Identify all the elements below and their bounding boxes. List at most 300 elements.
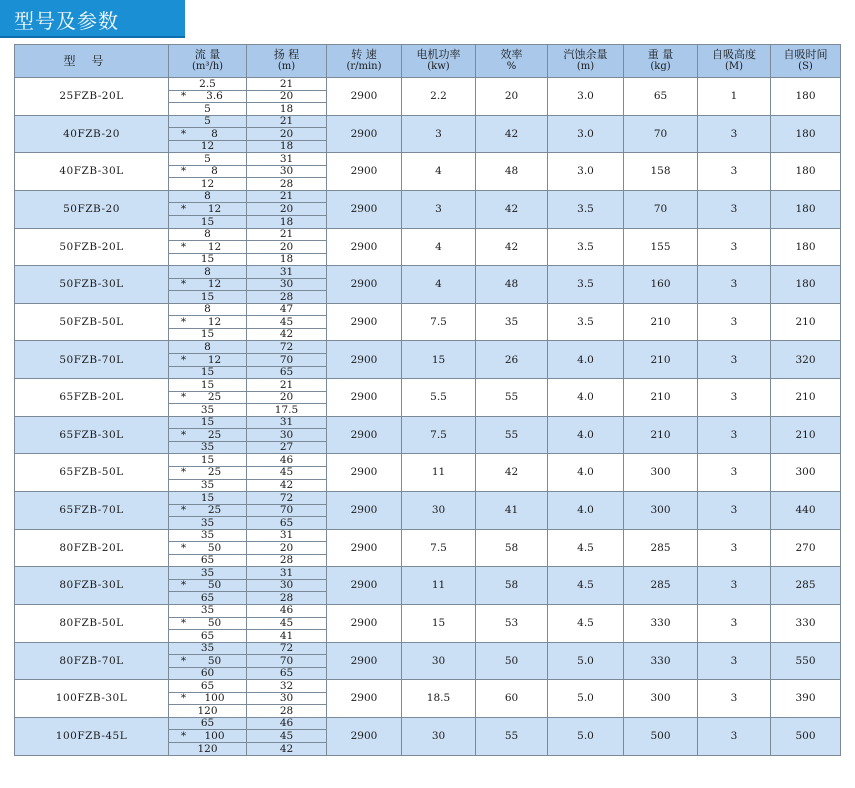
cell-power: 11 (402, 454, 476, 492)
cell-suction-height: 3 (698, 228, 771, 266)
cell-model: 100FZB-45L (15, 717, 169, 755)
cell-head: 20 (247, 241, 327, 254)
cell-flow: 35 (169, 604, 247, 617)
cell-flow: 15 (169, 416, 247, 429)
cell-flow: 35 (169, 529, 247, 542)
cell-efficiency: 41 (476, 492, 548, 530)
header-suction-height: 自吸高度 (M) (698, 45, 771, 78)
flow-value: 50 (207, 617, 222, 630)
cell-npsh: 4.5 (548, 529, 624, 567)
cell-head: 30 (247, 278, 327, 291)
cell-speed: 2900 (327, 680, 402, 718)
cell-flow (169, 429, 247, 442)
cell-efficiency: 50 (476, 642, 548, 680)
flow-value: 12 (207, 202, 222, 215)
cell-efficiency: 48 (476, 153, 548, 191)
cell-model: 80FZB-30L (15, 567, 169, 605)
cell-flow (169, 278, 247, 291)
rated-point-marker: * (180, 617, 187, 630)
cell-power: 3 (402, 190, 476, 228)
cell-power: 15 (402, 341, 476, 379)
cell-weight: 210 (624, 416, 698, 454)
cell-power: 7.5 (402, 529, 476, 567)
cell-head: 47 (247, 303, 327, 316)
cell-suction-time: 285 (771, 567, 841, 605)
cell-head: 46 (247, 717, 327, 730)
table-row (15, 303, 841, 316)
cell-weight: 70 (624, 115, 698, 153)
flow-value: 12 (207, 240, 222, 253)
cell-npsh: 3.0 (548, 78, 624, 116)
table-row (15, 567, 841, 580)
cell-npsh: 4.0 (548, 492, 624, 530)
cell-flow: 5 (169, 103, 247, 116)
cell-npsh: 4.5 (548, 567, 624, 605)
flow-value: 12 (207, 278, 222, 291)
cell-head: 72 (247, 341, 327, 354)
section-title: 型号及参数 (14, 9, 119, 33)
header-head: 扬 程 (m) (247, 45, 327, 78)
cell-flow: 35 (169, 517, 247, 530)
cell-speed: 2900 (327, 454, 402, 492)
rated-point-marker: * (180, 353, 187, 366)
header-model: 型号 (15, 45, 169, 78)
cell-suction-time: 180 (771, 78, 841, 116)
cell-weight: 330 (624, 604, 698, 642)
cell-flow: 15 (169, 291, 247, 304)
cell-efficiency: 53 (476, 604, 548, 642)
cell-speed: 2900 (327, 153, 402, 191)
cell-npsh: 4.0 (548, 379, 624, 417)
cell-efficiency: 42 (476, 190, 548, 228)
cell-head: 70 (247, 655, 327, 668)
cell-suction-height: 3 (698, 266, 771, 304)
rated-point-marker: * (180, 654, 187, 667)
cell-power: 4 (402, 153, 476, 191)
table-row (15, 115, 841, 128)
cell-suction-time: 550 (771, 642, 841, 680)
table-row (15, 680, 841, 693)
cell-model: 100FZB-30L (15, 680, 169, 718)
cell-suction-height: 1 (698, 78, 771, 116)
cell-suction-time: 210 (771, 303, 841, 341)
cell-head: 45 (247, 466, 327, 479)
cell-model: 65FZB-70L (15, 492, 169, 530)
cell-flow (169, 692, 247, 705)
cell-npsh: 5.0 (548, 680, 624, 718)
cell-power: 15 (402, 604, 476, 642)
cell-head: 42 (247, 742, 327, 755)
cell-head: 31 (247, 567, 327, 580)
cell-speed: 2900 (327, 717, 402, 755)
table-row (15, 604, 841, 617)
cell-head: 20 (247, 90, 327, 103)
rated-point-marker: * (180, 165, 187, 178)
cell-power: 30 (402, 642, 476, 680)
cell-weight: 500 (624, 717, 698, 755)
cell-flow (169, 203, 247, 216)
cell-weight: 285 (624, 567, 698, 605)
cell-head: 28 (247, 705, 327, 718)
cell-head: 65 (247, 517, 327, 530)
rated-point-marker: * (180, 391, 187, 404)
cell-flow (169, 391, 247, 404)
cell-weight: 300 (624, 680, 698, 718)
cell-npsh: 4.0 (548, 341, 624, 379)
cell-head: 65 (247, 667, 327, 680)
cell-head: 70 (247, 354, 327, 367)
cell-suction-height: 3 (698, 454, 771, 492)
cell-weight: 300 (624, 454, 698, 492)
header-suction-time: 自吸时间 (S) (771, 45, 841, 78)
cell-flow: 8 (169, 266, 247, 279)
rated-point-marker: * (180, 579, 187, 592)
cell-npsh: 4.0 (548, 454, 624, 492)
cell-head: 31 (247, 529, 327, 542)
table-row (15, 341, 841, 354)
cell-flow (169, 579, 247, 592)
cell-suction-height: 3 (698, 717, 771, 755)
cell-head: 72 (247, 642, 327, 655)
cell-npsh: 4.5 (548, 604, 624, 642)
cell-head: 31 (247, 416, 327, 429)
table-row (15, 78, 841, 91)
flow-value: 12 (207, 315, 222, 328)
cell-suction-time: 390 (771, 680, 841, 718)
cell-suction-height: 3 (698, 341, 771, 379)
cell-flow: 65 (169, 630, 247, 643)
cell-head: 21 (247, 228, 327, 241)
cell-speed: 2900 (327, 228, 402, 266)
header-npsh: 汽蚀余量 (m) (548, 45, 624, 78)
rated-point-marker: * (180, 504, 187, 517)
rated-point-marker: * (180, 278, 187, 291)
cell-flow: 15 (169, 328, 247, 341)
cell-suction-time: 330 (771, 604, 841, 642)
cell-npsh: 3.5 (548, 228, 624, 266)
cell-head: 45 (247, 316, 327, 329)
cell-head: 65 (247, 366, 327, 379)
cell-head: 27 (247, 441, 327, 454)
table-row (15, 416, 841, 429)
flow-value: 50 (207, 654, 222, 667)
flow-value: 25 (207, 428, 222, 441)
cell-head: 28 (247, 291, 327, 304)
cell-head: 31 (247, 266, 327, 279)
rated-point-marker: * (180, 428, 187, 441)
rated-point-marker: * (180, 315, 187, 328)
section-title-bar (0, 0, 185, 38)
cell-flow: 35 (169, 642, 247, 655)
cell-suction-height: 3 (698, 680, 771, 718)
cell-flow: 120 (169, 742, 247, 755)
cell-flow (169, 730, 247, 743)
rated-point-marker: * (180, 692, 187, 705)
cell-flow (169, 466, 247, 479)
cell-flow: 2.5 (169, 78, 247, 91)
table-row (15, 529, 841, 542)
cell-flow (169, 617, 247, 630)
cell-weight: 160 (624, 266, 698, 304)
cell-suction-height: 3 (698, 379, 771, 417)
cell-flow: 60 (169, 667, 247, 680)
cell-head: 30 (247, 692, 327, 705)
cell-head: 30 (247, 429, 327, 442)
cell-model: 65FZB-50L (15, 454, 169, 492)
cell-head: 42 (247, 479, 327, 492)
cell-weight: 330 (624, 642, 698, 680)
cell-head: 18 (247, 140, 327, 153)
cell-weight: 158 (624, 153, 698, 191)
cell-efficiency: 58 (476, 567, 548, 605)
cell-efficiency: 42 (476, 228, 548, 266)
cell-suction-height: 3 (698, 642, 771, 680)
cell-speed: 2900 (327, 115, 402, 153)
cell-head: 45 (247, 730, 327, 743)
cell-suction-time: 500 (771, 717, 841, 755)
cell-head: 28 (247, 592, 327, 605)
cell-suction-time: 180 (771, 266, 841, 304)
cell-model: 50FZB-70L (15, 341, 169, 379)
rated-point-marker: * (180, 240, 187, 253)
cell-head: 70 (247, 504, 327, 517)
header-efficiency: 效率 % (476, 45, 548, 78)
cell-power: 4 (402, 266, 476, 304)
cell-head: 20 (247, 391, 327, 404)
cell-power: 2.2 (402, 78, 476, 116)
cell-head: 20 (247, 128, 327, 141)
cell-head: 17.5 (247, 404, 327, 417)
cell-head: 46 (247, 604, 327, 617)
cell-power: 30 (402, 717, 476, 755)
cell-npsh: 5.0 (548, 717, 624, 755)
flow-value: 8 (211, 165, 218, 178)
cell-flow: 8 (169, 303, 247, 316)
cell-power: 30 (402, 492, 476, 530)
cell-speed: 2900 (327, 642, 402, 680)
header-weight: 重 量 (kg) (624, 45, 698, 78)
cell-power: 3 (402, 115, 476, 153)
cell-npsh: 3.5 (548, 303, 624, 341)
cell-efficiency: 60 (476, 680, 548, 718)
cell-flow: 35 (169, 567, 247, 580)
cell-head: 18 (247, 216, 327, 229)
cell-model: 50FZB-20 (15, 190, 169, 228)
table-header-row (15, 45, 841, 78)
cell-weight: 210 (624, 341, 698, 379)
cell-head: 21 (247, 78, 327, 91)
cell-flow (169, 504, 247, 517)
cell-efficiency: 55 (476, 379, 548, 417)
cell-suction-height: 3 (698, 190, 771, 228)
cell-suction-height: 3 (698, 567, 771, 605)
cell-head: 32 (247, 680, 327, 693)
cell-suction-height: 3 (698, 604, 771, 642)
cell-npsh: 3.5 (548, 190, 624, 228)
table-row (15, 266, 841, 279)
cell-head: 41 (247, 630, 327, 643)
cell-flow (169, 316, 247, 329)
cell-head: 21 (247, 115, 327, 128)
cell-suction-height: 3 (698, 303, 771, 341)
table-row (15, 379, 841, 392)
cell-flow: 35 (169, 479, 247, 492)
cell-power: 5.5 (402, 379, 476, 417)
cell-flow (169, 542, 247, 555)
cell-flow: 15 (169, 216, 247, 229)
cell-flow: 15 (169, 379, 247, 392)
cell-suction-time: 180 (771, 190, 841, 228)
cell-flow: 15 (169, 492, 247, 505)
cell-suction-height: 3 (698, 529, 771, 567)
cell-head: 20 (247, 203, 327, 216)
cell-head: 46 (247, 454, 327, 467)
flow-value: 100 (204, 729, 225, 742)
cell-flow: 5 (169, 153, 247, 166)
rated-point-marker: * (180, 90, 187, 103)
cell-speed: 2900 (327, 379, 402, 417)
cell-head: 18 (247, 103, 327, 116)
cell-flow: 65 (169, 554, 247, 567)
cell-efficiency: 35 (476, 303, 548, 341)
cell-flow: 8 (169, 228, 247, 241)
cell-head: 30 (247, 165, 327, 178)
cell-suction-time: 180 (771, 115, 841, 153)
cell-speed: 2900 (327, 604, 402, 642)
cell-power: 7.5 (402, 303, 476, 341)
cell-efficiency: 58 (476, 529, 548, 567)
cell-flow: 65 (169, 592, 247, 605)
cell-suction-time: 210 (771, 379, 841, 417)
cell-power: 7.5 (402, 416, 476, 454)
cell-npsh: 4.0 (548, 416, 624, 454)
cell-speed: 2900 (327, 416, 402, 454)
rated-point-marker: * (180, 127, 187, 140)
cell-flow (169, 128, 247, 141)
cell-model: 40FZB-20 (15, 115, 169, 153)
cell-weight: 210 (624, 303, 698, 341)
flow-value: 25 (207, 466, 222, 479)
flow-value: 50 (207, 579, 222, 592)
cell-model: 50FZB-20L (15, 228, 169, 266)
table-row (15, 228, 841, 241)
cell-speed: 2900 (327, 190, 402, 228)
flow-value: 25 (207, 504, 222, 517)
cell-flow (169, 655, 247, 668)
header-power: 电机功率 (kw) (402, 45, 476, 78)
cell-model: 80FZB-20L (15, 529, 169, 567)
cell-model: 40FZB-30L (15, 153, 169, 191)
cell-head: 21 (247, 190, 327, 203)
cell-suction-time: 210 (771, 416, 841, 454)
cell-efficiency: 55 (476, 416, 548, 454)
cell-model: 65FZB-30L (15, 416, 169, 454)
cell-speed: 2900 (327, 78, 402, 116)
table-row (15, 190, 841, 203)
cell-weight: 285 (624, 529, 698, 567)
rated-point-marker: * (180, 729, 187, 742)
cell-flow: 5 (169, 115, 247, 128)
cell-speed: 2900 (327, 303, 402, 341)
cell-efficiency: 26 (476, 341, 548, 379)
cell-suction-height: 3 (698, 492, 771, 530)
cell-head: 20 (247, 542, 327, 555)
cell-efficiency: 20 (476, 78, 548, 116)
cell-suction-time: 270 (771, 529, 841, 567)
cell-flow: 8 (169, 190, 247, 203)
cell-flow: 12 (169, 178, 247, 191)
cell-flow: 12 (169, 140, 247, 153)
cell-speed: 2900 (327, 341, 402, 379)
cell-weight: 65 (624, 78, 698, 116)
cell-flow: 15 (169, 253, 247, 266)
cell-head: 45 (247, 617, 327, 630)
cell-power: 18.5 (402, 680, 476, 718)
spec-table (14, 44, 841, 756)
cell-flow: 65 (169, 717, 247, 730)
cell-head: 21 (247, 379, 327, 392)
cell-npsh: 3.0 (548, 115, 624, 153)
cell-flow: 8 (169, 341, 247, 354)
cell-head: 31 (247, 153, 327, 166)
header-flow: 流 量 (m³/h) (169, 45, 247, 78)
cell-model: 25FZB-20L (15, 78, 169, 116)
cell-model: 50FZB-30L (15, 266, 169, 304)
cell-flow: 35 (169, 441, 247, 454)
cell-power: 11 (402, 567, 476, 605)
cell-flow: 120 (169, 705, 247, 718)
cell-flow: 65 (169, 680, 247, 693)
cell-speed: 2900 (327, 529, 402, 567)
flow-value: 25 (207, 391, 222, 404)
cell-flow (169, 90, 247, 103)
cell-suction-time: 440 (771, 492, 841, 530)
cell-head: 18 (247, 253, 327, 266)
cell-efficiency: 55 (476, 717, 548, 755)
cell-suction-time: 180 (771, 228, 841, 266)
cell-power: 4 (402, 228, 476, 266)
cell-weight: 300 (624, 492, 698, 530)
cell-model: 80FZB-70L (15, 642, 169, 680)
cell-flow (169, 354, 247, 367)
cell-speed: 2900 (327, 492, 402, 530)
rated-point-marker: * (180, 202, 187, 215)
cell-head: 28 (247, 178, 327, 191)
header-speed: 转 速 (r/min) (327, 45, 402, 78)
rated-point-marker: * (180, 541, 187, 554)
cell-npsh: 5.0 (548, 642, 624, 680)
cell-flow: 15 (169, 454, 247, 467)
cell-speed: 2900 (327, 567, 402, 605)
flow-value: 50 (207, 541, 222, 554)
cell-suction-height: 3 (698, 416, 771, 454)
cell-efficiency: 42 (476, 115, 548, 153)
cell-suction-height: 3 (698, 153, 771, 191)
cell-npsh: 3.0 (548, 153, 624, 191)
cell-flow: 35 (169, 404, 247, 417)
cell-suction-time: 300 (771, 454, 841, 492)
flow-value: 12 (207, 353, 222, 366)
cell-npsh: 3.5 (548, 266, 624, 304)
cell-flow (169, 165, 247, 178)
table-row (15, 717, 841, 730)
cell-head: 42 (247, 328, 327, 341)
flow-value: 100 (204, 692, 225, 705)
cell-weight: 155 (624, 228, 698, 266)
cell-suction-time: 320 (771, 341, 841, 379)
flow-value: 8 (211, 127, 218, 140)
flow-value: 3.6 (206, 90, 223, 103)
